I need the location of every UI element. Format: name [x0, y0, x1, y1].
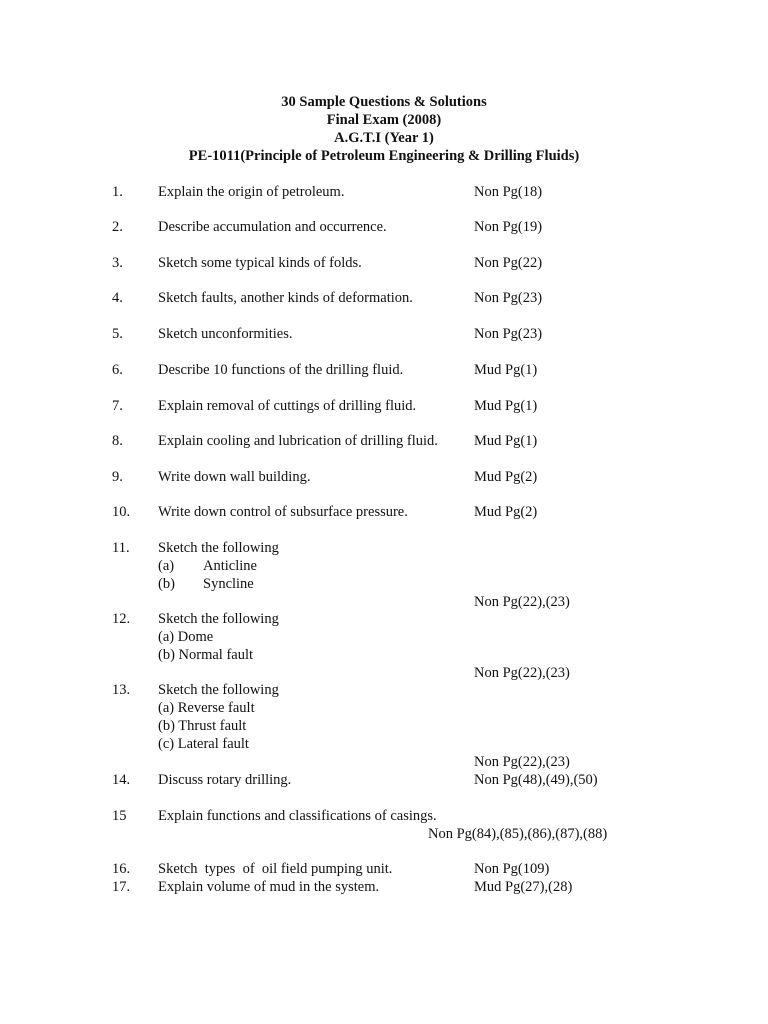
question-reference: Non Pg(23)	[474, 326, 543, 342]
question-number: 4.	[112, 290, 123, 306]
question-reference: Non Pg(22),(23)	[474, 594, 570, 610]
question-number: 11.	[112, 540, 130, 556]
question-number: 17.	[112, 879, 131, 895]
sub-item-text: Syncline	[203, 576, 254, 592]
question-reference: Mud Pg(1)	[474, 433, 538, 449]
question-number: 14.	[112, 772, 131, 788]
sub-item: (a) Dome	[158, 629, 214, 645]
question-reference: Non Pg(22),(23)	[474, 754, 570, 770]
question-number: 5.	[112, 326, 123, 342]
question-number: 12.	[112, 611, 131, 627]
sub-item-label: (a)	[158, 558, 175, 574]
question-reference: Mud Pg(2)	[474, 469, 538, 485]
question-text: Explain the origin of petroleum.	[158, 184, 345, 200]
question-text: Describe 10 functions of the drilling fluid.	[158, 362, 404, 378]
title-line-1: 30 Sample Questions & Solutions	[281, 94, 487, 110]
question-reference: Mud Pg(1)	[474, 362, 538, 378]
question-text: Sketch the following	[158, 540, 279, 556]
sub-item: (a) Reverse fault	[158, 700, 255, 716]
question-text: Sketch unconformities.	[158, 326, 293, 342]
question-reference: Non Pg(109)	[474, 861, 550, 877]
question-reference: Non Pg(22)	[474, 255, 543, 271]
title-line-4: PE-1011(Principle of Petroleum Engineering & Drilling Fluids)	[188, 148, 580, 164]
question-number: 7.	[112, 398, 123, 414]
title-line-3: A.G.T.I (Year 1)	[334, 130, 434, 146]
question-reference: Non Pg(19)	[474, 219, 543, 235]
sub-item: (b) Thrust fault	[158, 718, 247, 734]
question-number: 6.	[112, 362, 123, 378]
question-text: Sketch the following	[158, 611, 279, 627]
question-number: 8.	[112, 433, 123, 449]
question-text: Explain removal of cuttings of drilling fluid.	[158, 398, 417, 414]
title-line-2: Final Exam (2008)	[326, 112, 442, 128]
question-reference: Mud Pg(2)	[474, 504, 538, 520]
question-reference: Non Pg(48),(49),(50)	[474, 772, 598, 788]
question-number: 1.	[112, 184, 123, 200]
question-number: 3.	[112, 255, 123, 271]
question-reference: Non Pg(22),(23)	[474, 665, 570, 681]
question-number: 16.	[112, 861, 131, 877]
question-reference: Mud Pg(27),(28)	[474, 879, 573, 895]
question-text: Write down wall building.	[158, 469, 311, 485]
question-text: Sketch some typical kinds of folds.	[158, 255, 362, 271]
sub-item-text: Anticline	[203, 558, 257, 574]
sub-item: (c) Lateral fault	[158, 736, 249, 752]
question-text: Discuss rotary drilling.	[158, 772, 292, 788]
question-reference: Non Pg(18)	[474, 184, 543, 200]
question-text: Explain volume of mud in the system.	[158, 879, 380, 895]
question-text: Sketch types of oil field pumping unit.	[158, 861, 393, 877]
question-number: 13.	[112, 682, 131, 698]
question-reference: Non Pg(84),(85),(86),(87),(88)	[428, 826, 608, 842]
sub-item: (b) Normal fault	[158, 647, 254, 663]
question-number: 9.	[112, 469, 123, 485]
question-text: Describe accumulation and occurrence.	[158, 219, 387, 235]
question-text: Explain cooling and lubrication of drilling fluid.	[158, 433, 438, 449]
question-text: Write down control of subsurface pressure.	[158, 504, 408, 520]
question-text: Sketch the following	[158, 682, 279, 698]
question-number: 10.	[112, 504, 131, 520]
question-number: 2.	[112, 219, 123, 235]
sub-item-label: (b)	[158, 576, 175, 592]
question-text: Explain functions and classifications of casings.	[158, 808, 437, 824]
question-text: Sketch faults, another kinds of deformation.	[158, 290, 413, 306]
question-reference: Non Pg(23)	[474, 290, 543, 306]
question-number: 15	[112, 808, 127, 824]
question-reference: Mud Pg(1)	[474, 398, 538, 414]
